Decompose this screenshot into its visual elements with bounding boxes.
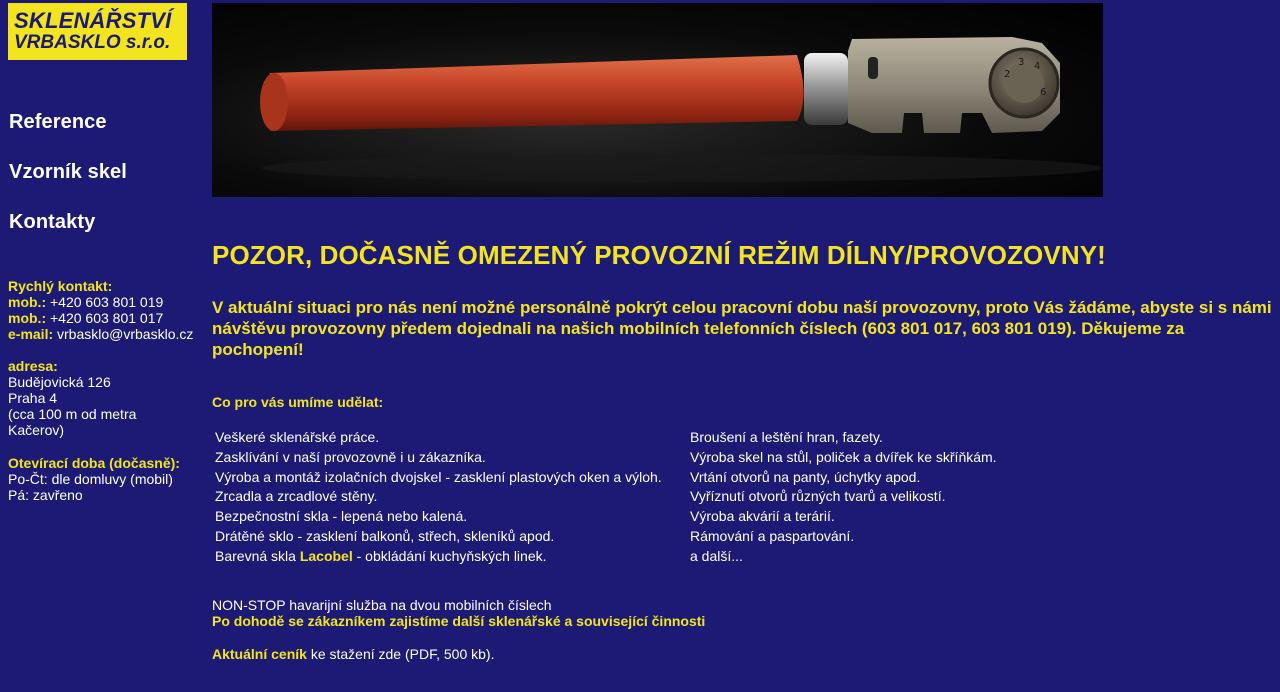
hours-line: Po-Čt: dle domluvy (mobil) [8,471,173,487]
services-list-left [215,428,662,567]
phone-1 [8,294,193,310]
nav-link-vzornik-skel[interactable]: Vzorník skel [9,161,127,183]
lacobel-brand: Lacobel [299,547,353,564]
nav-link-reference[interactable]: Reference [9,111,107,133]
pricelist-label: Aktuální ceník [212,646,307,662]
service-item: Rámování a paspartování. [690,527,855,544]
quick-contact [8,278,193,342]
address-heading: adresa: [8,358,58,374]
service-item: Vyříznutí otvorů různých tvarů a velikostí. [690,488,946,505]
service-item: Výroba skel na stůl, poliček a dvířek ke skříňkám. [690,448,997,465]
nav-link-kontakty[interactable]: Kontakty [9,211,96,233]
address-line: Praha 4 [8,390,58,406]
service-item [215,547,662,567]
service-item: a další... [690,547,743,564]
service-item: Broušení a leštění hran, fazety. [690,429,883,445]
services-heading: Co pro vás umíme udělat: [212,394,384,410]
service-item: Zrcadla a zrcadlové stěny. [215,488,378,505]
phone-1-label: mob.: [8,294,47,310]
phone-2-value: +420 603 801 017 [50,310,164,326]
service-item-text: Barevná skla [215,547,300,564]
pricelist-download-link[interactable]: ke stažení zde [310,646,402,662]
svg-text:4: 4 [1034,61,1041,72]
pricelist-line [212,646,494,662]
hours-line: Pá: zavřeno [8,487,83,503]
service-item: Bezpečnostní skla - lepená nebo kalená. [215,508,468,525]
quick-contact-heading: Rychlý kontakt: [8,278,113,294]
notice-paragraph: V aktuální situaci pro nás není možné personálně pokrýt celou pracovní dobu naší provozovny, proto Vás žádáme, abyste si s námi návštěvu provozovny předem dojednali na našich mobilních telefonních číslech (603 801 017, 603 801 019). Děkujeme za pochopení! [212,298,1272,359]
logo-line-2: VRBASKLO s.r.o. [14,31,171,53]
agreement-note: Po dohodě se zákazníkem zajistíme další sklenářské a související činnosti [212,613,706,629]
address-line: Kačerov) [8,422,65,438]
svg-text:3: 3 [1018,57,1025,68]
svg-text:6: 6 [1040,87,1047,98]
service-item: Výroba akvárií a terárií. [690,508,835,525]
opening-hours [8,455,180,503]
services-list-right [690,428,997,567]
hours-heading: Otevírací doba (dočasně): [8,455,180,471]
service-item: Vrtání otvorů na panty, úchytky apod. [690,468,921,485]
service-item: Výroba a montáž izolačních dvojskel - zasklení plastových oken a výloh. [215,468,662,485]
service-item-text: - obkládání kuchyňských linek. [352,547,547,564]
logo[interactable] [8,3,187,60]
phone-2-label: mob.: [8,310,47,326]
service-item: Zasklívání v naší provozovně i u zákazníka. [215,448,486,465]
address-line: (cca 100 m od metra [8,406,137,422]
nonstop-service: NON-STOP havarijní služba na dvou mobilních číslech [212,597,552,613]
service-item: Veškeré sklenářské práce. [215,429,380,445]
hero-image [212,3,1103,197]
glass-cutter-icon [212,3,1103,197]
svg-text:2: 2 [1004,69,1011,80]
phone-2 [8,310,193,326]
phone-1-value: +420 603 801 019 [50,294,164,310]
service-item: Drátěné sklo - zasklení balkonů, střech, skleníků apod. [215,527,555,544]
email-label: e-mail: [8,326,54,342]
email-value[interactable]: vrbasklo@vrbasklo.cz [57,326,194,342]
pricelist-suffix: (PDF, 500 kb). [401,646,495,662]
address-line: Budějovická 126 [8,374,111,390]
email [8,326,193,342]
logo-line-1: SKLENÁŘSTVÍ [14,7,172,33]
warning-heading: POZOR, DOČASNĚ OMEZENÝ PROVOZNÍ REŽIM DÍLNY/PROVOZOVNY! [212,240,1106,270]
address-block [8,358,136,438]
